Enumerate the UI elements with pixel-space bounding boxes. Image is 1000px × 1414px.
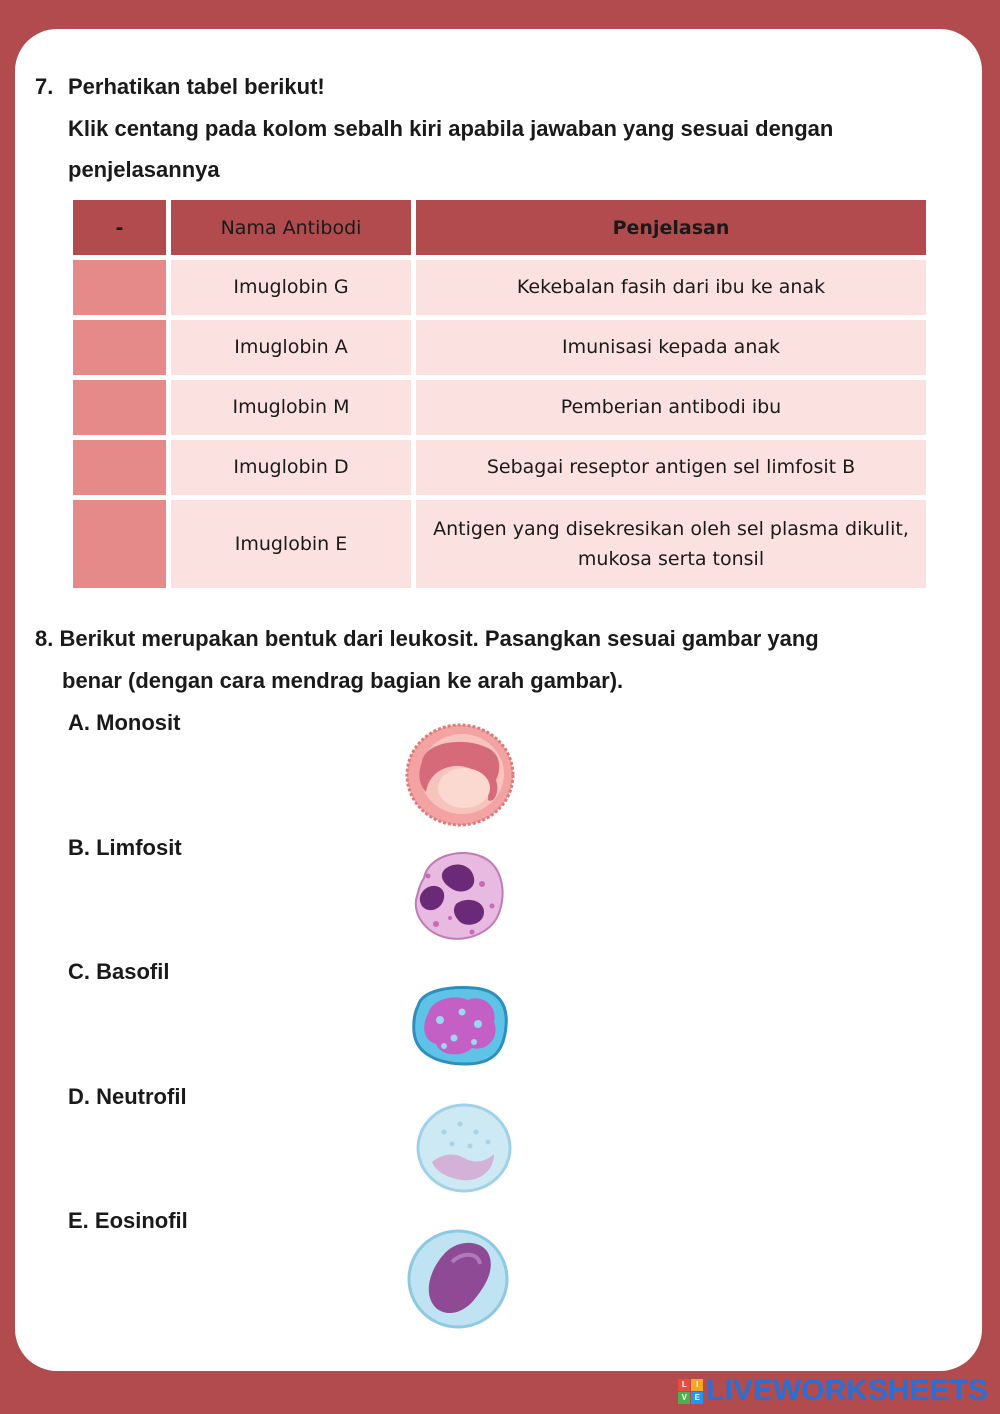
antibody-description: Kekebalan fasih dari ibu ke anak [416, 260, 926, 315]
option-limfosit[interactable]: B. Limfosit [68, 835, 182, 860]
check-cell-m[interactable] [73, 380, 166, 435]
table-row [73, 320, 926, 375]
option-monosit[interactable]: A. Monosit [68, 710, 181, 735]
antibody-name: Imuglobin A [171, 320, 411, 375]
header-check: - [73, 200, 166, 255]
large-purple-nucleus-cell-image[interactable] [406, 1228, 510, 1330]
blue-cell-purple-nucleus-image[interactable] [410, 984, 510, 1068]
description-line-2: mukosa serta tonsil [577, 548, 765, 570]
option-neutrofil[interactable]: D. Neutrofil [68, 1084, 187, 1109]
logo-letter: I [691, 1379, 703, 1391]
antibody-table [68, 195, 931, 593]
description-line-1: Antigen yang disekresikan oleh sel plasma dikulit, [433, 517, 909, 540]
antibody-name: Imuglobin D [171, 440, 411, 495]
logo-letter: E [691, 1392, 703, 1404]
logo-letter: L [678, 1379, 690, 1391]
antibody-description: Imunisasi kepada anak [416, 320, 926, 375]
table-row [73, 500, 926, 588]
brand-text: LIVEWORKSHEETS [706, 1374, 988, 1407]
header-name: Nama Antibodi [171, 200, 411, 255]
option-basofil[interactable]: C. Basofil [68, 959, 170, 984]
red-cell-image[interactable] [404, 722, 516, 828]
liveworksheets-logo-icon [678, 1379, 703, 1404]
antibody-description: Sebagai reseptor antigen sel limfosit B [416, 440, 926, 495]
antibody-name: Imuglobin M [171, 380, 411, 435]
antibody-name: Imuglobin G [171, 260, 411, 315]
table-row [73, 260, 926, 315]
q7-instruction-1: Klik centang pada kolom sebalh kiri apabila jawaban yang sesuai dengan [68, 116, 834, 141]
header-description: Penjelasan [416, 200, 926, 255]
q7-title: Perhatikan tabel berikut! [68, 74, 325, 99]
logo-letter: V [678, 1392, 690, 1404]
q7-instruction-2: penjelasannya [68, 157, 220, 182]
table-row [73, 440, 926, 495]
check-cell-g[interactable] [73, 260, 166, 315]
liveworksheets-brand [678, 1374, 988, 1408]
q8-line-1: 8. Berikut merupakan bentuk dari leukosit. Pasangkan sesuai gambar yang [35, 626, 819, 651]
check-cell-d[interactable] [73, 440, 166, 495]
option-eosinofil[interactable]: E. Eosinofil [68, 1208, 188, 1233]
check-cell-a[interactable] [73, 320, 166, 375]
pale-blue-cell-image[interactable] [414, 1102, 514, 1194]
q8-line-2: benar (dengan cara mendrag bagian ke arah gambar). [62, 668, 624, 693]
antibody-name: Imuglobin E [171, 500, 411, 588]
q7-number: 7. [35, 74, 54, 99]
table-row [73, 380, 926, 435]
table-header-row [73, 200, 926, 255]
purple-multi-nucleus-cell-image[interactable] [410, 848, 506, 944]
antibody-description [416, 500, 926, 588]
antibody-description: Pemberian antibodi ibu [416, 380, 926, 435]
check-cell-e[interactable] [73, 500, 166, 588]
